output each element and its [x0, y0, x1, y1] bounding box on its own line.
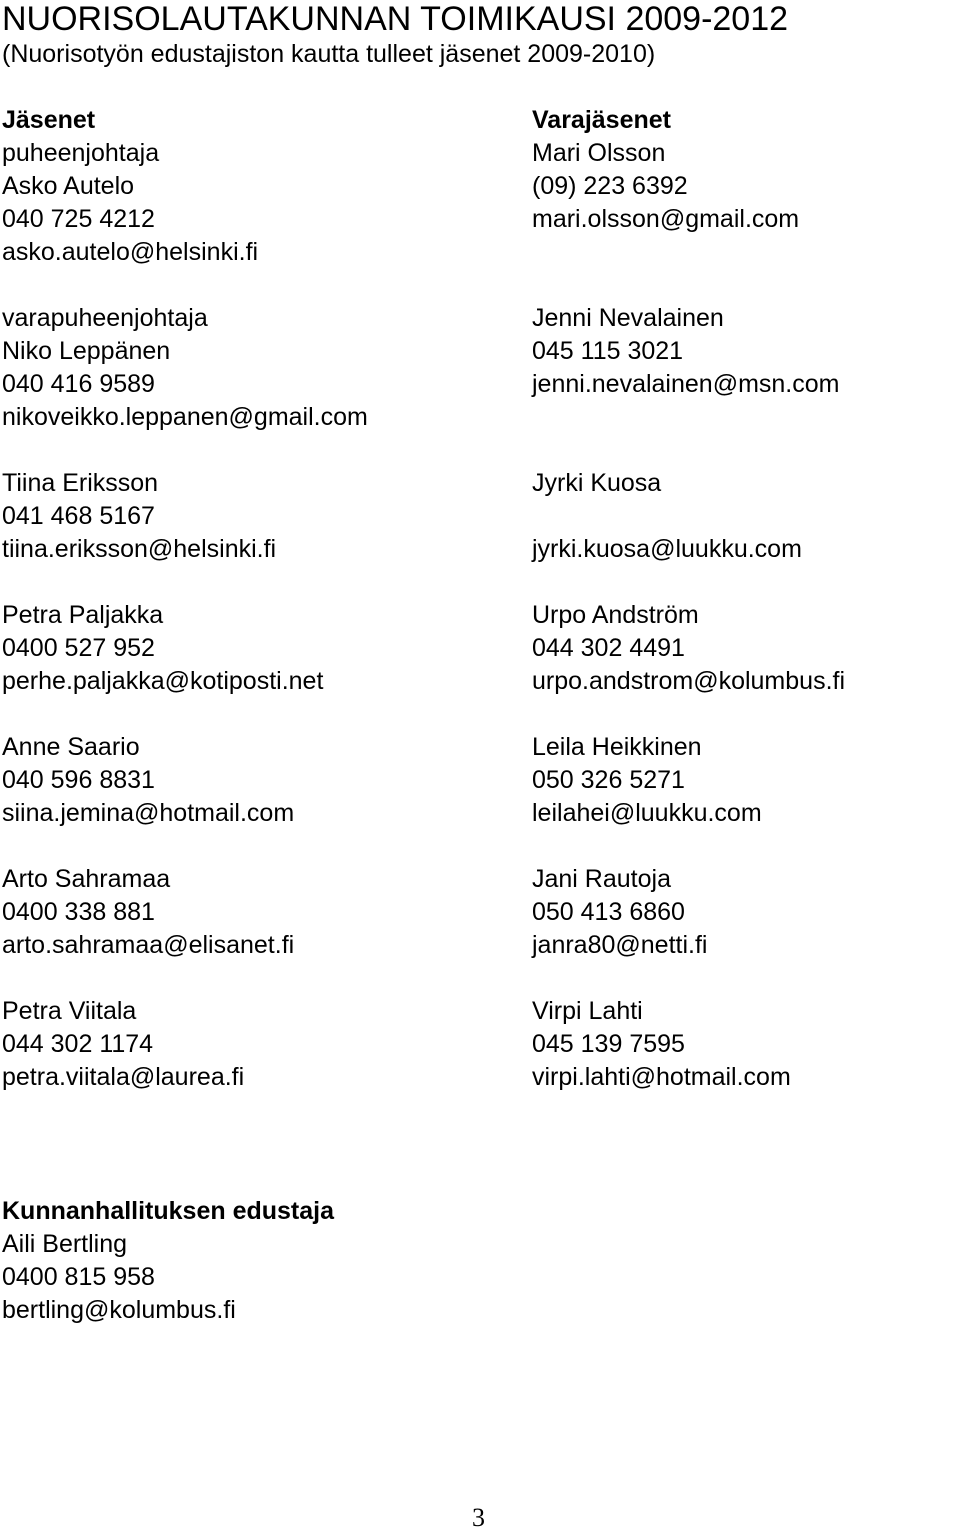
deputy-name: Virpi Lahti	[532, 997, 643, 1025]
spacer	[2, 269, 368, 302]
member-email: petra.viitala@laurea.fi	[2, 1063, 245, 1091]
deputy-email: urpo.andstrom@kolumbus.fi	[532, 667, 846, 695]
board-rep-name: Aili Bertling	[2, 1230, 128, 1258]
spacer	[2, 434, 368, 467]
page-title: NUORISOLAUTAKUNNAN TOIMIKAUSI 2009-2012	[2, 0, 789, 38]
member-name: Niko Leppänen	[2, 337, 171, 365]
deputy-phone: (09) 223 6392	[532, 172, 688, 200]
spacer	[2, 698, 368, 731]
deputy-phone: 044 302 4491	[532, 634, 685, 662]
member-role: varapuheenjohtaja	[2, 304, 208, 332]
deputy-name: Jani Rautoja	[532, 865, 671, 893]
spacer	[2, 830, 368, 863]
member-phone: 0400 338 881	[2, 898, 155, 926]
deputy-name: Jyrki Kuosa	[532, 469, 662, 497]
spacer	[532, 500, 845, 533]
spacer	[532, 830, 845, 863]
board-rep-heading: Kunnanhallituksen edustaja	[2, 1197, 335, 1225]
members-column	[2, 104, 368, 1094]
deputy-email: mari.olsson@gmail.com	[532, 205, 800, 233]
member-email: siina.jemina@hotmail.com	[2, 799, 295, 827]
member-name: Tiina Eriksson	[2, 469, 159, 497]
member-phone: 044 302 1174	[2, 1030, 154, 1058]
deputy-name: Leila Heikkinen	[532, 733, 702, 761]
deputies-heading: Varajäsenet	[532, 106, 671, 134]
member-phone: 040 416 9589	[2, 370, 155, 398]
member-phone: 040 725 4212	[2, 205, 155, 233]
member-name: Arto Sahramaa	[2, 865, 171, 893]
member-email: perhe.paljakka@kotiposti.net	[2, 667, 324, 695]
deputy-phone: 045 139 7595	[532, 1030, 685, 1058]
member-name: Asko Autelo	[2, 172, 135, 200]
spacer	[532, 962, 845, 995]
spacer	[2, 962, 368, 995]
member-role: puheenjohtaja	[2, 139, 160, 167]
deputy-email: leilahei@luukku.com	[532, 799, 762, 827]
deputy-email: janra80@netti.fi	[532, 931, 708, 959]
deputy-phone: 045 115 3021	[532, 337, 684, 365]
deputy-name: Jenni Nevalainen	[532, 304, 724, 332]
deputies-column	[532, 104, 845, 1094]
member-email: asko.autelo@helsinki.fi	[2, 238, 259, 266]
member-name: Petra Paljakka	[2, 601, 164, 629]
spacer	[2, 566, 368, 599]
spacer	[532, 566, 845, 599]
page-subtitle: (Nuorisotyön edustajiston kautta tulleet jäsenet 2009-2010)	[2, 40, 656, 68]
spacer	[532, 698, 845, 731]
board-rep-phone: 0400 815 958	[2, 1263, 155, 1291]
members-heading: Jäsenet	[2, 106, 96, 134]
deputy-email: jenni.nevalainen@msn.com	[532, 370, 840, 398]
deputy-phone: 050 326 5271	[532, 766, 685, 794]
page-number: 3	[472, 1503, 485, 1532]
spacer	[532, 269, 845, 302]
member-phone: 040 596 8831	[2, 766, 155, 794]
member-email: tiina.eriksson@helsinki.fi	[2, 535, 277, 563]
spacer	[532, 236, 845, 269]
member-phone: 041 468 5167	[2, 502, 155, 530]
member-email: nikoveikko.leppanen@gmail.com	[2, 403, 368, 431]
spacer	[532, 401, 845, 434]
deputy-phone: 050 413 6860	[532, 898, 685, 926]
member-name: Anne Saario	[2, 733, 140, 761]
board-rep-email: bertling@kolumbus.fi	[2, 1296, 236, 1324]
member-name: Petra Viitala	[2, 997, 137, 1025]
spacer	[532, 434, 845, 467]
member-phone: 0400 527 952	[2, 634, 155, 662]
deputy-email: jyrki.kuosa@luukku.com	[532, 535, 802, 563]
deputy-name: Urpo Andström	[532, 601, 699, 629]
board-representative	[2, 1195, 334, 1327]
deputy-name: Mari Olsson	[532, 139, 666, 167]
deputy-email: virpi.lahti@hotmail.com	[532, 1063, 791, 1091]
member-email: arto.sahramaa@elisanet.fi	[2, 931, 295, 959]
